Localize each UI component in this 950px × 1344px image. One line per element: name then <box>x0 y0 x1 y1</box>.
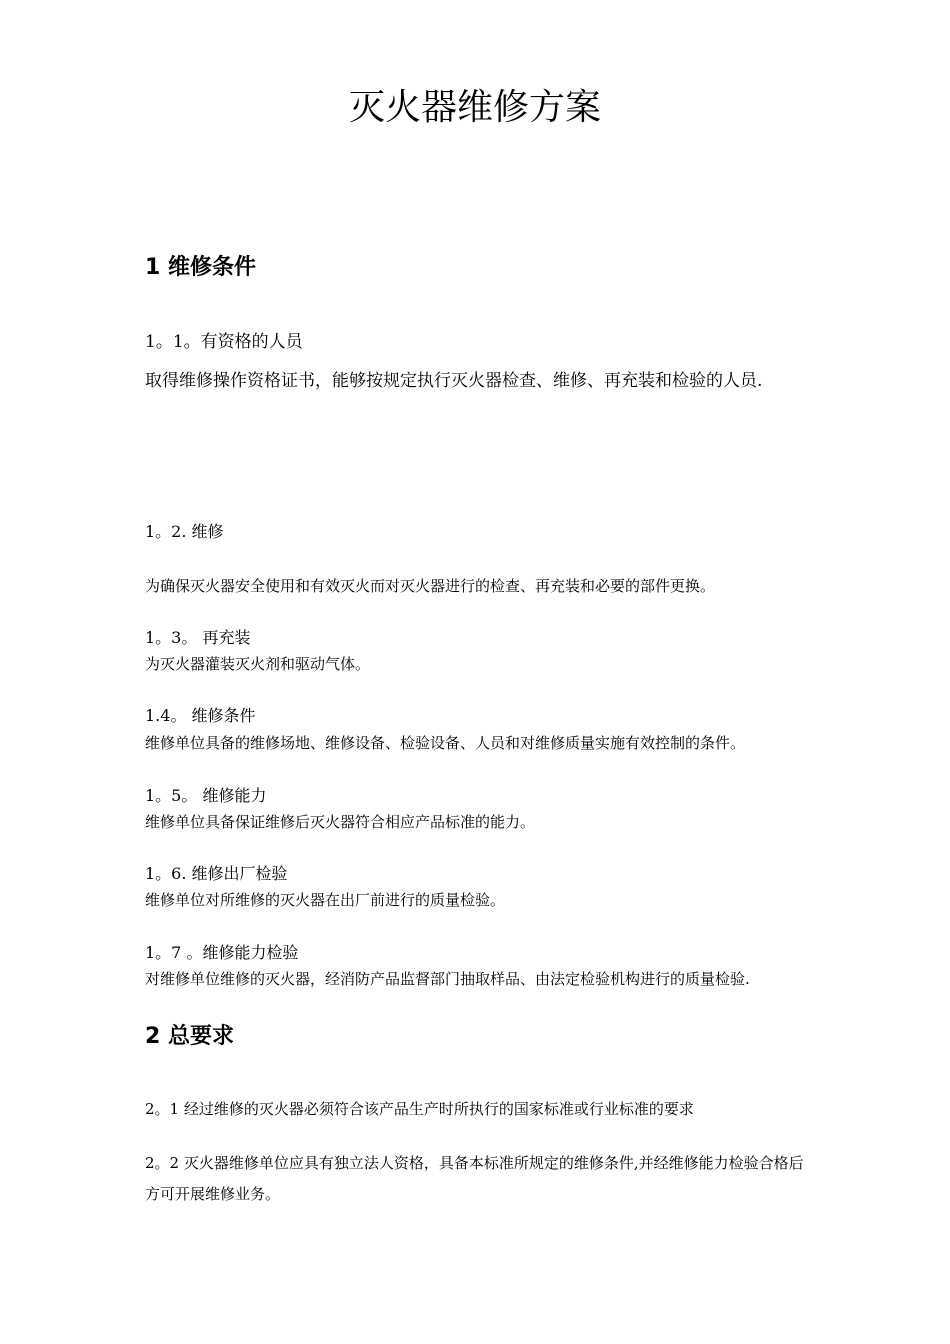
subsection-1-1-text: 取得维修操作资格证书，能够按规定执行灭火器检查、维修、再充装和检验的人员. <box>145 371 763 391</box>
subsection-1-1-heading: 1。1。有资格的人员 <box>145 332 303 352</box>
subsection-1-2-text: 为确保灭火器安全使用和有效灭火而对灭火器进行的检查、再充装和必要的部件更换。 <box>145 577 716 595</box>
subsection-1-2-heading: 1。2. 维修 <box>145 522 224 541</box>
section-heading-2: 2 总要求 <box>145 1024 234 1049</box>
subsection-1-5-heading: 1。5。 维修能力 <box>145 786 267 805</box>
subsection-1-4-heading: 1.4。 维修条件 <box>145 706 256 725</box>
subsection-1-4-text: 维修单位具备的维修场地、维修设备、检验设备、人员和对维修质量实施有效控制的条件。 <box>145 734 746 752</box>
subsection-1-5-text: 维修单位具备保证维修后灭火器符合相应产品标准的能力。 <box>145 813 536 831</box>
subsection-1-6-text: 维修单位对所维修的灭火器在出厂前进行的质量检验。 <box>145 891 506 909</box>
subsection-1-6-heading: 1。6. 维修出厂检验 <box>145 864 288 883</box>
subsection-1-3-heading: 1。3。 再充装 <box>145 628 251 647</box>
requirement-2-2-text: 2。2 灭火器维修单位应具有独立法人资格，具备本标准所规定的维修条件,并经维修能力检验合格后方可开展维修业务。 <box>145 1154 804 1203</box>
subsection-1-7-text: 对维修单位维修的灭火器，经消防产品监督部门抽取样品、由法定检验机构进行的质量检验. <box>145 970 750 988</box>
subsection-1-7-heading: 1。7 。维修能力检验 <box>145 943 299 962</box>
section-heading-1: 1 维修条件 <box>145 255 256 280</box>
document-title: 灭火器维修方案 <box>348 87 601 128</box>
requirement-2-1-text: 2。1 经过维修的灭火器必须符合该产品生产时所执行的国家标准或行业标准的要求 <box>145 1100 694 1118</box>
subsection-1-3-text: 为灭火器灌装灭火剂和驱动气体。 <box>145 655 371 673</box>
